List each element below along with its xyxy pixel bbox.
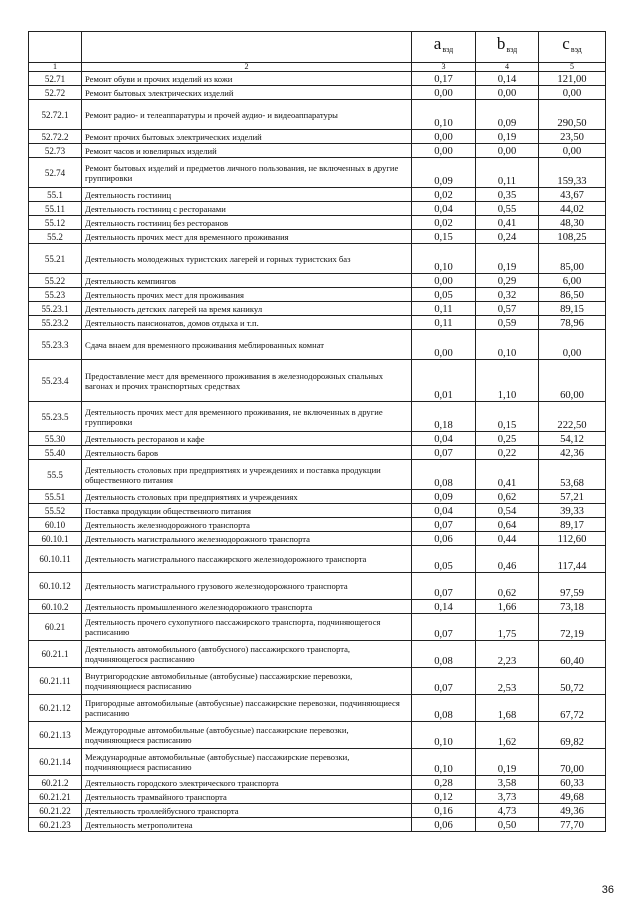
table-row [29, 144, 606, 158]
row-c-value: 48,30 [539, 216, 606, 230]
row-name: Деятельность метрополитена [82, 818, 412, 832]
table-row [29, 600, 606, 614]
column-number: 2 [82, 63, 412, 72]
row-b-value: 0,11 [476, 158, 539, 188]
row-code: 55.23 [29, 288, 82, 302]
row-b-value: 0,41 [476, 216, 539, 230]
table-row [29, 573, 606, 600]
table-row [29, 490, 606, 504]
table-row [29, 446, 606, 460]
row-a-value: 0,04 [412, 202, 476, 216]
table-row [29, 749, 606, 776]
row-code: 55.12 [29, 216, 82, 230]
row-c-value: 0,00 [539, 86, 606, 100]
row-c-value: 117,44 [539, 546, 606, 573]
table-row [29, 330, 606, 360]
row-a-value: 0,00 [412, 130, 476, 144]
row-c-value: 50,72 [539, 668, 606, 695]
column-number-row [29, 63, 606, 72]
column-number: 4 [476, 63, 539, 72]
row-name: Ремонт радио- и телеаппаратуры и прочей аудио- и видеоаппаратуры [82, 100, 412, 130]
row-c-value: 121,00 [539, 72, 606, 86]
table-row [29, 244, 606, 274]
coefficients-table [28, 31, 606, 832]
row-name: Ремонт обуви и прочих изделий из кожи [82, 72, 412, 86]
row-b-value: 0,14 [476, 72, 539, 86]
table-row [29, 230, 606, 244]
row-name: Деятельность столовых при предприятиях и учреждениях и поставка продукции общественного питания [82, 460, 412, 490]
row-a-value: 0,05 [412, 546, 476, 573]
row-code: 60.10.1 [29, 532, 82, 546]
row-b-value: 3,58 [476, 776, 539, 790]
row-c-value: 73,18 [539, 600, 606, 614]
row-c-value: 85,00 [539, 244, 606, 274]
row-a-value: 0,04 [412, 504, 476, 518]
row-c-value: 78,96 [539, 316, 606, 330]
row-c-value: 54,12 [539, 432, 606, 446]
row-b-value: 0,46 [476, 546, 539, 573]
row-a-value: 0,00 [412, 330, 476, 360]
row-a-value: 0,12 [412, 790, 476, 804]
row-name: Деятельность молодежных туристских лагерей и горных туристских баз [82, 244, 412, 274]
row-b-value: 0,44 [476, 532, 539, 546]
row-name: Деятельность автомобильного (автобусного) пассажирского транспорта, подчиняющегося расписанию [82, 641, 412, 668]
table-row [29, 804, 606, 818]
row-c-value: 290,50 [539, 100, 606, 130]
row-a-value: 0,11 [412, 316, 476, 330]
header-b-letter: b [496, 34, 506, 53]
table-row [29, 202, 606, 216]
row-a-value: 0,17 [412, 72, 476, 86]
row-b-value: 0,62 [476, 490, 539, 504]
row-b-value: 0,35 [476, 188, 539, 202]
table-row [29, 532, 606, 546]
row-c-value: 43,67 [539, 188, 606, 202]
table-row [29, 86, 606, 100]
table-body [29, 72, 606, 832]
header-c-letter: c [562, 34, 570, 53]
row-c-value: 42,36 [539, 446, 606, 460]
table-row [29, 776, 606, 790]
row-b-value: 0,62 [476, 573, 539, 600]
row-code: 60.10 [29, 518, 82, 532]
row-c-value: 49,68 [539, 790, 606, 804]
column-number: 3 [412, 63, 476, 72]
row-code: 55.2 [29, 230, 82, 244]
row-c-value: 86,50 [539, 288, 606, 302]
row-b-value: 0,00 [476, 86, 539, 100]
row-b-value: 0,00 [476, 144, 539, 158]
table-row [29, 72, 606, 86]
row-code: 55.40 [29, 446, 82, 460]
row-a-value: 0,06 [412, 818, 476, 832]
header-a-cell [412, 32, 476, 63]
row-name: Деятельность прочих мест для временного проживания [82, 230, 412, 244]
row-b-value: 0,15 [476, 402, 539, 432]
table-row [29, 641, 606, 668]
header-code-cell [29, 32, 82, 63]
row-b-value: 0,55 [476, 202, 539, 216]
row-c-value: 222,50 [539, 402, 606, 432]
page-number: 36 [601, 884, 614, 896]
table-row [29, 460, 606, 490]
row-b-value: 1,66 [476, 600, 539, 614]
row-a-value: 0,05 [412, 288, 476, 302]
row-c-value: 97,59 [539, 573, 606, 600]
row-c-value: 49,36 [539, 804, 606, 818]
row-b-value: 0,57 [476, 302, 539, 316]
row-b-value: 0,29 [476, 274, 539, 288]
row-b-value: 1,10 [476, 360, 539, 402]
row-name: Деятельность трамвайного транспорта [82, 790, 412, 804]
row-name: Деятельность гостиниц [82, 188, 412, 202]
table-header-row [29, 32, 606, 63]
row-code: 60.21.11 [29, 668, 82, 695]
row-name: Деятельность прочего сухопутного пассажирского транспорта, подчиняющегося расписанию [82, 614, 412, 641]
row-c-value: 57,21 [539, 490, 606, 504]
row-code: 55.23.3 [29, 330, 82, 360]
row-name: Деятельность магистрального пассажирского железнодорожного транспорта [82, 546, 412, 573]
row-name: Внутригородские автомобильные (автобусные) пассажирские перевозки, подчиняющиеся расписанию [82, 668, 412, 695]
row-c-value: 39,33 [539, 504, 606, 518]
row-c-value: 60,40 [539, 641, 606, 668]
row-b-value: 0,24 [476, 230, 539, 244]
row-b-value: 3,73 [476, 790, 539, 804]
row-name: Деятельность прочих мест для проживания [82, 288, 412, 302]
row-c-value: 60,00 [539, 360, 606, 402]
row-a-value: 0,04 [412, 432, 476, 446]
row-name: Деятельность гостиниц без ресторанов [82, 216, 412, 230]
table-row [29, 216, 606, 230]
row-b-value: 1,75 [476, 614, 539, 641]
row-code: 55.22 [29, 274, 82, 288]
row-name: Поставка продукции общественного питания [82, 504, 412, 518]
row-c-value: 72,19 [539, 614, 606, 641]
row-name: Сдача внаем для временного проживания меблированных комнат [82, 330, 412, 360]
row-name: Международные автомобильные (автобусные) пассажирские перевозки, подчиняющиеся расписанию [82, 749, 412, 776]
row-c-value: 108,25 [539, 230, 606, 244]
row-a-value: 0,11 [412, 302, 476, 316]
row-b-value: 0,54 [476, 504, 539, 518]
row-c-value: 112,60 [539, 532, 606, 546]
row-a-value: 0,07 [412, 614, 476, 641]
row-code: 55.52 [29, 504, 82, 518]
table-row [29, 402, 606, 432]
table-row [29, 818, 606, 832]
row-b-value: 1,68 [476, 695, 539, 722]
row-code: 55.5 [29, 460, 82, 490]
row-name: Предоставление мест для временного проживания в железнодорожных спальных вагонах и прочих транспортных средствах [82, 360, 412, 402]
row-c-value: 44,02 [539, 202, 606, 216]
row-name: Ремонт бытовых электрических изделий [82, 86, 412, 100]
row-name: Деятельность кемпингов [82, 274, 412, 288]
column-number: 5 [539, 63, 606, 72]
row-c-value: 89,17 [539, 518, 606, 532]
row-b-value: 0,22 [476, 446, 539, 460]
row-code: 55.23.5 [29, 402, 82, 432]
row-code: 52.72.1 [29, 100, 82, 130]
row-a-value: 0,10 [412, 100, 476, 130]
table-row [29, 274, 606, 288]
row-name: Деятельность гостиниц с ресторанами [82, 202, 412, 216]
row-name: Деятельность промышленного железнодорожного транспорта [82, 600, 412, 614]
row-a-value: 0,10 [412, 722, 476, 749]
row-a-value: 0,07 [412, 573, 476, 600]
row-code: 60.21.14 [29, 749, 82, 776]
row-a-value: 0,08 [412, 641, 476, 668]
table-row [29, 695, 606, 722]
row-a-value: 0,07 [412, 668, 476, 695]
row-c-value: 53,68 [539, 460, 606, 490]
row-name: Деятельность пансионатов, домов отдыха и т.п. [82, 316, 412, 330]
row-b-value: 0,50 [476, 818, 539, 832]
row-code: 55.21 [29, 244, 82, 274]
row-b-value: 0,19 [476, 244, 539, 274]
table-row [29, 790, 606, 804]
row-a-value: 0,10 [412, 749, 476, 776]
row-a-value: 0,08 [412, 695, 476, 722]
row-a-value: 0,07 [412, 446, 476, 460]
row-a-value: 0,00 [412, 86, 476, 100]
header-name-cell [82, 32, 412, 63]
row-name: Ремонт бытовых изделий и предметов личного пользования, не включенных в другие группировки [82, 158, 412, 188]
row-code: 60.21.12 [29, 695, 82, 722]
table-row [29, 504, 606, 518]
row-a-value: 0,16 [412, 804, 476, 818]
header-a-letter: a [433, 34, 442, 53]
row-code: 55.1 [29, 188, 82, 202]
row-b-value: 0,25 [476, 432, 539, 446]
row-a-value: 0,15 [412, 230, 476, 244]
row-c-value: 0,00 [539, 330, 606, 360]
column-number: 1 [29, 63, 82, 72]
header-c-cell [539, 32, 606, 63]
row-code: 52.71 [29, 72, 82, 86]
row-name: Пригородные автомобильные (автобусные) пассажирские перевозки, подчиняющиеся расписанию [82, 695, 412, 722]
table-row [29, 130, 606, 144]
row-name: Деятельность баров [82, 446, 412, 460]
row-name: Деятельность городского электрического транспорта [82, 776, 412, 790]
row-code: 52.74 [29, 158, 82, 188]
table-row [29, 546, 606, 573]
row-a-value: 0,00 [412, 144, 476, 158]
row-a-value: 0,10 [412, 244, 476, 274]
row-code: 60.10.12 [29, 573, 82, 600]
table-row [29, 316, 606, 330]
row-code: 60.21.23 [29, 818, 82, 832]
row-name: Деятельность железнодорожного транспорта [82, 518, 412, 532]
row-name: Деятельность магистрального железнодорожного транспорта [82, 532, 412, 546]
row-code: 60.10.2 [29, 600, 82, 614]
row-code: 52.72.2 [29, 130, 82, 144]
table-row [29, 518, 606, 532]
row-a-value: 0,08 [412, 460, 476, 490]
row-b-value: 0,19 [476, 130, 539, 144]
row-b-value: 1,62 [476, 722, 539, 749]
row-c-value: 0,00 [539, 144, 606, 158]
table-row [29, 288, 606, 302]
row-code: 60.21 [29, 614, 82, 641]
row-a-value: 0,02 [412, 188, 476, 202]
row-name: Деятельность ресторанов и кафе [82, 432, 412, 446]
row-c-value: 6,00 [539, 274, 606, 288]
row-b-value: 0,32 [476, 288, 539, 302]
row-b-value: 0,10 [476, 330, 539, 360]
header-b-subscript: вэд [506, 45, 518, 54]
row-name: Ремонт часов и ювелирных изделий [82, 144, 412, 158]
row-a-value: 0,07 [412, 518, 476, 532]
table-row [29, 360, 606, 402]
header-a-subscript: вэд [442, 45, 454, 54]
row-code: 55.23.1 [29, 302, 82, 316]
row-c-value: 67,72 [539, 695, 606, 722]
row-a-value: 0,14 [412, 600, 476, 614]
row-name: Деятельность троллейбусного транспорта [82, 804, 412, 818]
row-b-value: 2,23 [476, 641, 539, 668]
row-code: 60.21.22 [29, 804, 82, 818]
table-row [29, 722, 606, 749]
row-name: Ремонт прочих бытовых электрических изделий [82, 130, 412, 144]
row-a-value: 0,09 [412, 490, 476, 504]
row-code: 60.21.13 [29, 722, 82, 749]
row-code: 60.21.1 [29, 641, 82, 668]
row-a-value: 0,18 [412, 402, 476, 432]
row-c-value: 23,50 [539, 130, 606, 144]
row-name: Деятельность столовых при предприятиях и учреждениях [82, 490, 412, 504]
row-b-value: 0,09 [476, 100, 539, 130]
row-code: 55.30 [29, 432, 82, 446]
table-row [29, 100, 606, 130]
row-b-value: 0,64 [476, 518, 539, 532]
table-row [29, 158, 606, 188]
row-a-value: 0,01 [412, 360, 476, 402]
row-c-value: 70,00 [539, 749, 606, 776]
row-b-value: 0,59 [476, 316, 539, 330]
row-code: 60.21.2 [29, 776, 82, 790]
row-name: Деятельность магистрального грузового железнодорожного транспорта [82, 573, 412, 600]
table-row [29, 432, 606, 446]
header-b-cell [476, 32, 539, 63]
row-name: Деятельность прочих мест для временного проживания, не включенных в другие группировки [82, 402, 412, 432]
table-row [29, 668, 606, 695]
row-c-value: 60,33 [539, 776, 606, 790]
header-c-subscript: вэд [570, 45, 582, 54]
row-a-value: 0,02 [412, 216, 476, 230]
row-a-value: 0,06 [412, 532, 476, 546]
row-code: 55.51 [29, 490, 82, 504]
row-a-value: 0,28 [412, 776, 476, 790]
row-b-value: 0,41 [476, 460, 539, 490]
row-b-value: 4,73 [476, 804, 539, 818]
row-b-value: 0,19 [476, 749, 539, 776]
row-c-value: 69,82 [539, 722, 606, 749]
row-code: 55.23.4 [29, 360, 82, 402]
row-c-value: 77,70 [539, 818, 606, 832]
row-code: 60.21.21 [29, 790, 82, 804]
table-row [29, 302, 606, 316]
table-row [29, 614, 606, 641]
row-name: Междугородные автомобильные (автобусные) пассажирские перевозки, подчиняющиеся расписанию [82, 722, 412, 749]
row-code: 52.73 [29, 144, 82, 158]
row-code: 55.23.2 [29, 316, 82, 330]
row-c-value: 89,15 [539, 302, 606, 316]
row-a-value: 0,09 [412, 158, 476, 188]
row-code: 52.72 [29, 86, 82, 100]
row-code: 60.10.11 [29, 546, 82, 573]
row-c-value: 159,33 [539, 158, 606, 188]
row-b-value: 2,53 [476, 668, 539, 695]
table-row [29, 188, 606, 202]
row-name: Деятельность детских лагерей на время каникул [82, 302, 412, 316]
row-a-value: 0,00 [412, 274, 476, 288]
row-code: 55.11 [29, 202, 82, 216]
